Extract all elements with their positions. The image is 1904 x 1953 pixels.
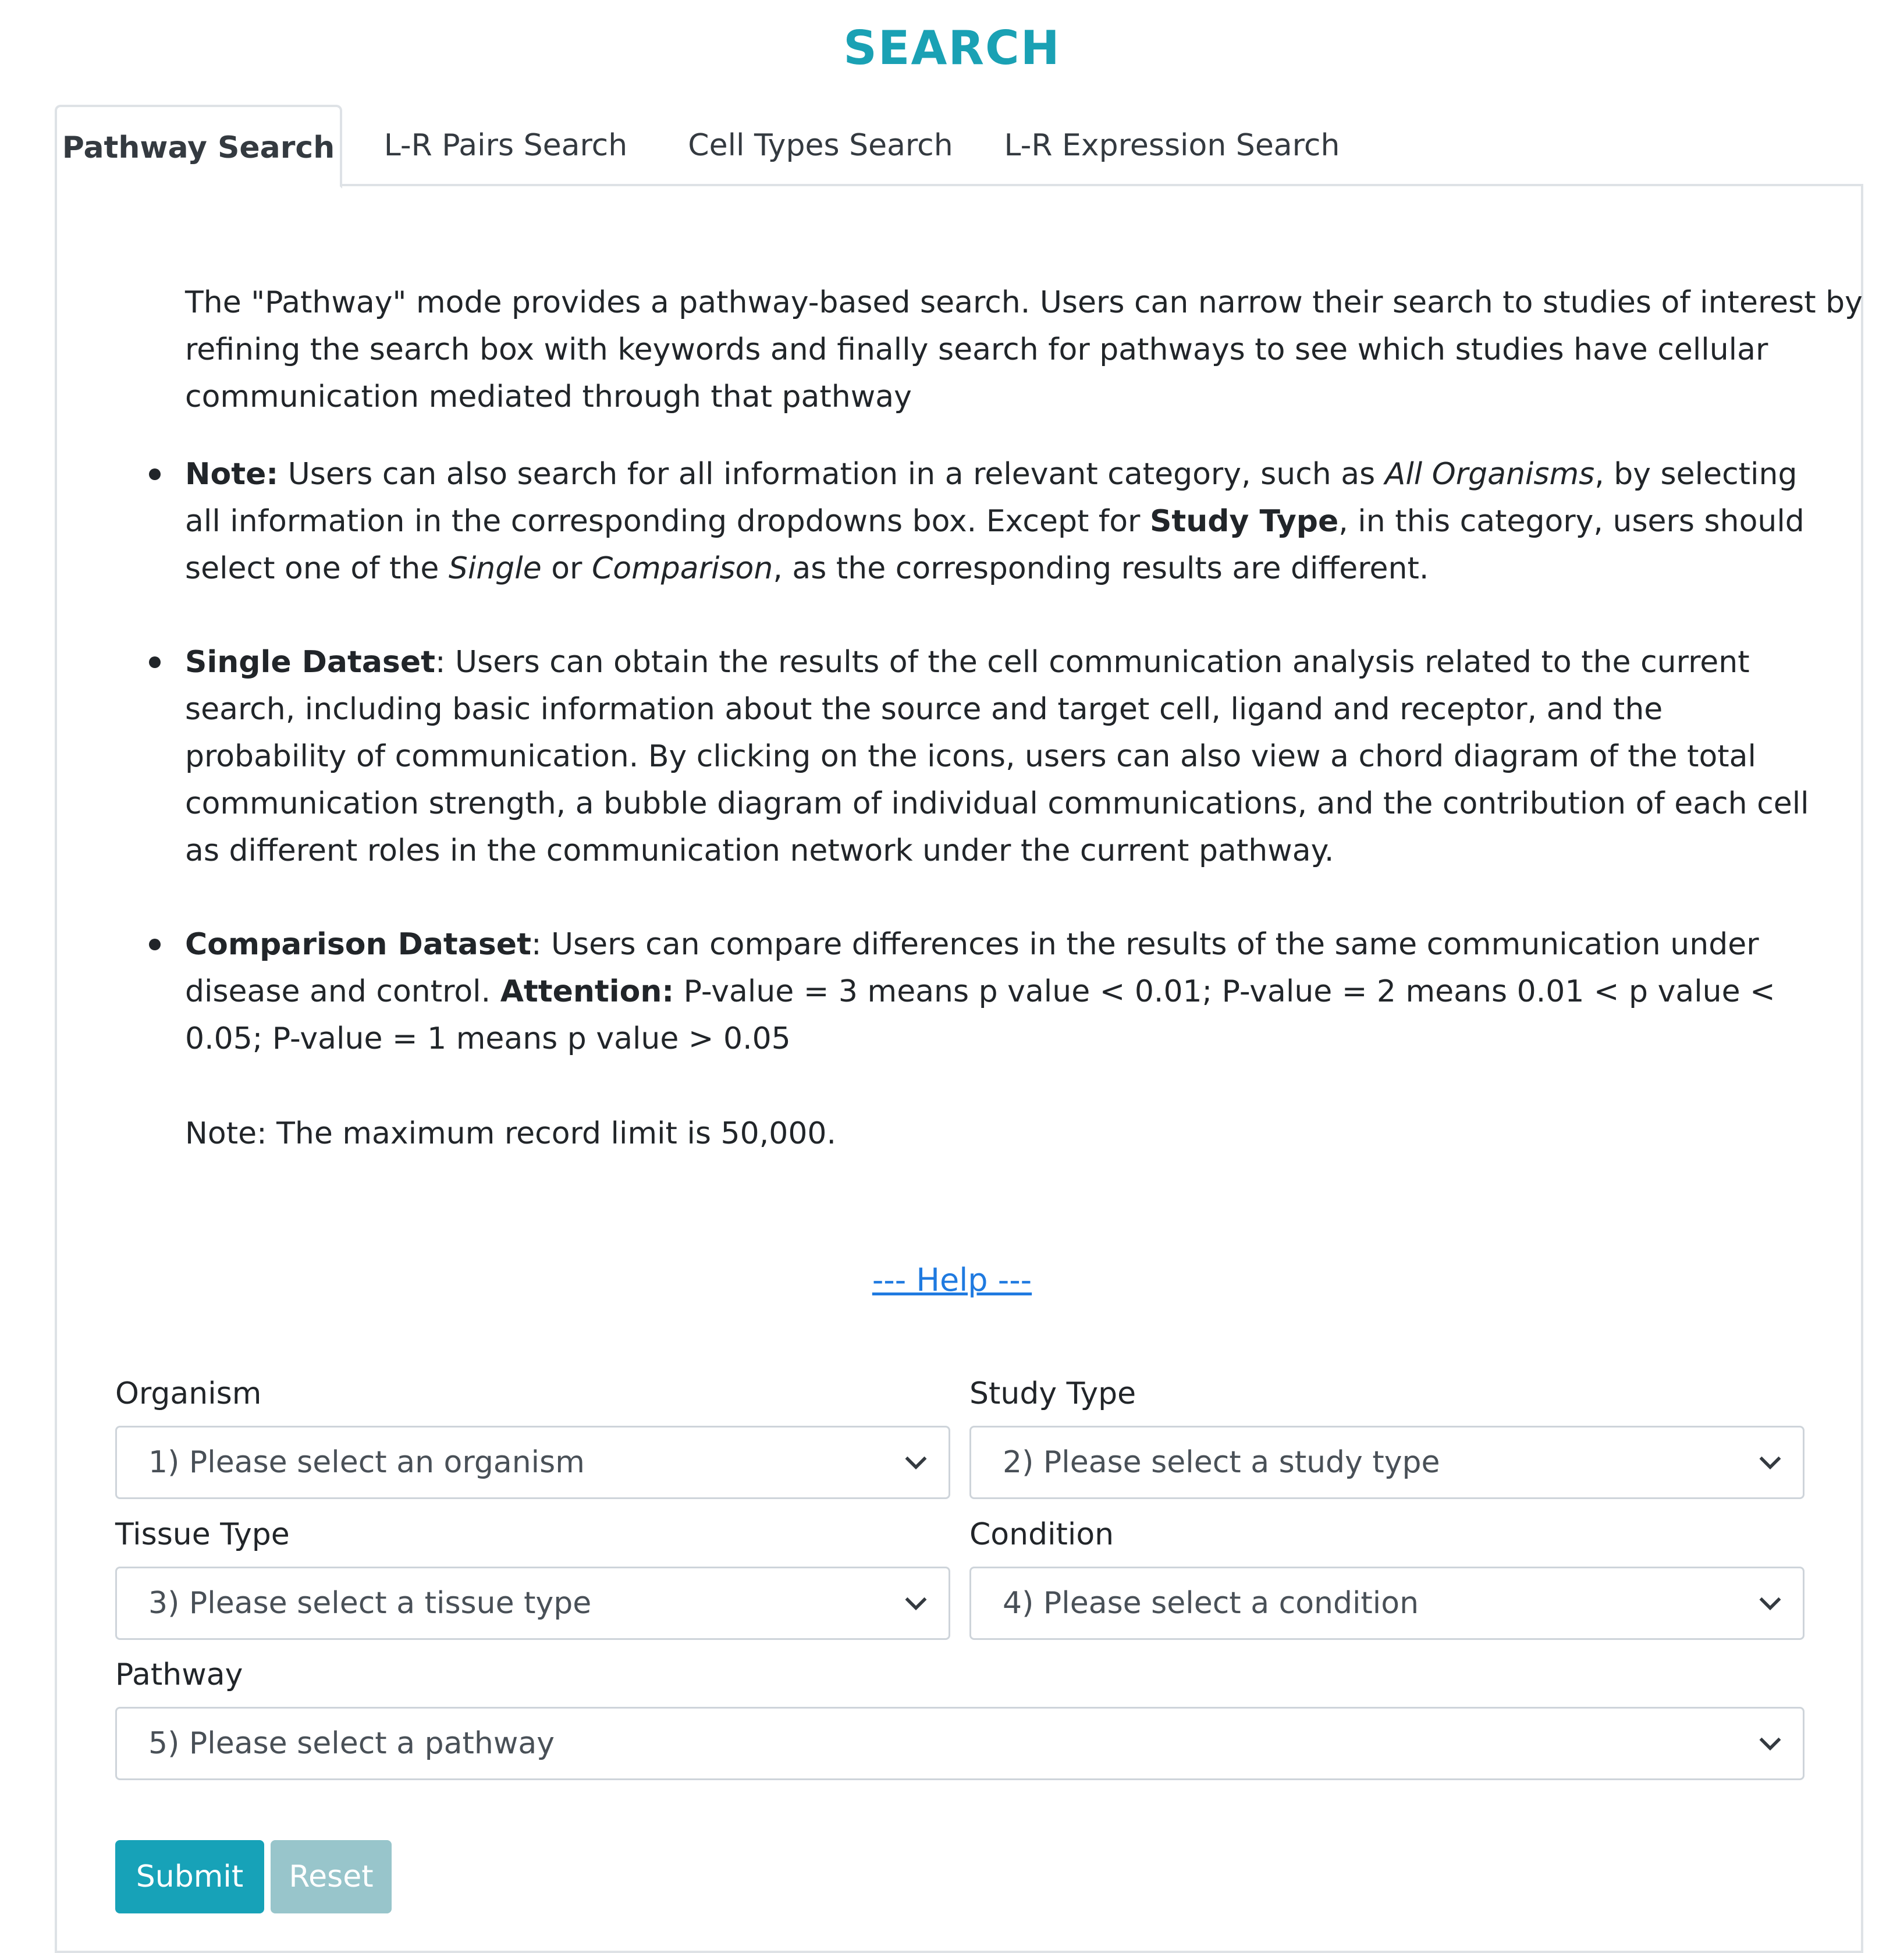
condition-select-value: 4) Please select a condition bbox=[1003, 1586, 1419, 1621]
note-emphasis: All Organisms bbox=[1384, 457, 1595, 492]
note-text: , as the corresponding results are different. bbox=[773, 551, 1429, 586]
chevron-down-icon bbox=[1757, 1450, 1783, 1475]
organism-label: Organism bbox=[115, 1376, 262, 1411]
record-limit-note: Note: The maximum record limit is 50,000. bbox=[185, 1116, 837, 1151]
chevron-down-icon bbox=[1757, 1590, 1783, 1616]
help-link[interactable]: --- Help --- bbox=[872, 1262, 1032, 1298]
page-title: SEARCH bbox=[843, 21, 1061, 75]
organism-select-value: 1) Please select an organism bbox=[148, 1445, 585, 1480]
list-item-single-dataset bbox=[129, 639, 1828, 875]
comparison-text: : Users can compare differences in the results of the same communication under disease and control. bbox=[185, 927, 1759, 1009]
condition-select[interactable] bbox=[969, 1567, 1804, 1640]
tab-pathway-search[interactable]: Pathway Search bbox=[55, 105, 342, 189]
note-strong: Study Type bbox=[1149, 504, 1339, 539]
intro-text bbox=[129, 279, 1884, 421]
note-label: Note: bbox=[185, 457, 279, 492]
note-emphasis: Single bbox=[448, 551, 542, 586]
tab-lr-expression-search[interactable]: L-R Expression Search bbox=[1004, 128, 1340, 163]
chevron-down-icon bbox=[1757, 1731, 1783, 1756]
search-tabs bbox=[55, 105, 1863, 186]
note-text: , by selecting all information in the corresponding dropdowns box. Except for bbox=[185, 457, 1798, 539]
note-text: or bbox=[541, 551, 592, 586]
comparison-dataset-label: Comparison Dataset bbox=[185, 927, 531, 962]
chevron-down-icon bbox=[903, 1590, 929, 1616]
list-item-comparison-dataset bbox=[129, 921, 1828, 1063]
tissue-type-label: Tissue Type bbox=[115, 1517, 290, 1552]
comparison-text: P-value = 3 means p value < 0.01; P-value = 2 means 0.01 < p value < 0.05; P-value = 1 means p value > 0.05 bbox=[185, 974, 1775, 1056]
single-dataset-text: : Users can obtain the results of the cell communication analysis related to the current search, including basic information about the source and target cell, ligand and receptor, and the probability of communication. By clicking on the icons, users can also view a chord diagram of the total communication strength, a bubble diagram of individual communications, and the contribution of each cell as different roles in the communication network under the current pathway. bbox=[185, 645, 1809, 868]
reset-button[interactable]: Reset bbox=[271, 1840, 392, 1913]
single-dataset-label: Single Dataset bbox=[185, 645, 435, 680]
note-text: , in this category, users should select one of the bbox=[185, 504, 1804, 586]
list-item-note bbox=[129, 451, 1828, 592]
chevron-down-icon bbox=[903, 1450, 929, 1475]
note-emphasis: Comparison bbox=[591, 551, 773, 586]
attention-label: Attention: bbox=[500, 974, 674, 1009]
tab-lr-pairs-search[interactable]: L-R Pairs Search bbox=[383, 128, 628, 163]
note-text: Users can also search for all information in a relevant category, such as bbox=[278, 457, 1385, 492]
tissue-type-select-value: 3) Please select a tissue type bbox=[148, 1586, 592, 1621]
study-type-select[interactable] bbox=[969, 1426, 1804, 1499]
pathway-select[interactable] bbox=[115, 1707, 1804, 1780]
study-type-select-value: 2) Please select a study type bbox=[1003, 1445, 1440, 1480]
pathway-label: Pathway bbox=[115, 1657, 243, 1692]
tissue-type-select[interactable] bbox=[115, 1567, 950, 1640]
info-list bbox=[129, 451, 1828, 1109]
study-type-label: Study Type bbox=[969, 1376, 1136, 1411]
submit-button[interactable]: Submit bbox=[115, 1840, 264, 1913]
pathway-select-value: 5) Please select a pathway bbox=[148, 1726, 555, 1761]
tab-cell-types-search[interactable]: Cell Types Search bbox=[688, 128, 953, 163]
intro-sentence: The "Pathway" mode provides a pathway-based search. Users can narrow their search to studies of interest by refining the search box with keywords and finally search for pathways to see which studies have cellular communication mediated through that pathway bbox=[185, 285, 1863, 414]
condition-label: Condition bbox=[969, 1517, 1114, 1552]
organism-select[interactable] bbox=[115, 1426, 950, 1499]
